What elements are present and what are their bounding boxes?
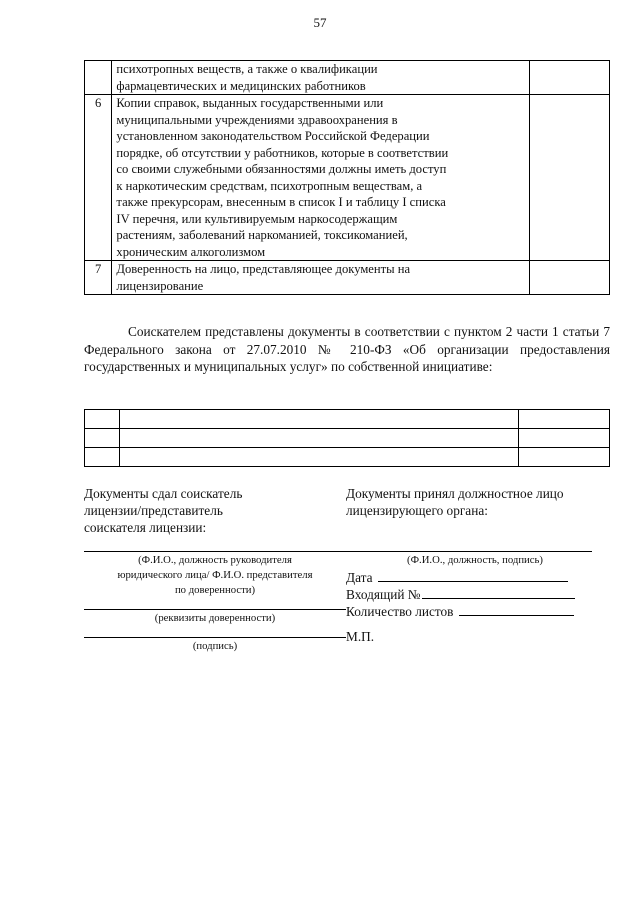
date-blank <box>378 569 568 582</box>
stamp-label: М.П. <box>346 629 375 644</box>
date-field <box>346 569 568 586</box>
text-line: к наркотическим средствам, психотропным веществам, а <box>116 178 423 193</box>
incoming-number-field <box>346 586 575 603</box>
text-line: хроническим алкоголизмом <box>116 244 266 259</box>
signature-line <box>84 637 346 638</box>
documents-table <box>84 60 610 295</box>
initiative-documents-table <box>84 409 610 467</box>
row-number <box>85 61 112 95</box>
submitter-name-caption: (Ф.И.О., должность руководителя юридического лица/ Ф.И.О. представителя по доверенности) <box>117 554 313 596</box>
text-line: фармацевтических и медицинских работников <box>116 78 366 93</box>
row-description <box>112 95 529 261</box>
name-signature-line <box>84 551 592 552</box>
table-row <box>85 95 610 261</box>
text-line: лицензирование <box>116 278 204 293</box>
text-line: также прекурсорам, внесенным в список I и таблицу I списка <box>116 195 446 209</box>
text-line: со своими служебными обязанностями должны иметь доступ <box>116 162 447 176</box>
heading-line: лицензирующего органа: <box>346 503 488 518</box>
table-row <box>85 448 610 467</box>
heading-line: лицензии/представитель <box>84 503 223 518</box>
sheets-count-field <box>346 603 574 620</box>
page-number: 57 <box>313 15 327 30</box>
incoming-number-label: Входящий № <box>346 587 421 602</box>
attorney-details-line <box>84 609 346 610</box>
initiative-paragraph: Соискателем представлены документы в соответствии с пунктом 2 части 1 статьи 7 Федерального закона от 27.07.2010 № 210-ФЗ «Об организации предоставления государственных и муниципальных услуг» по собственной инициативе: <box>84 324 610 374</box>
row-mark-cell <box>529 261 609 295</box>
text-line: психотропных веществ, а также о квалификации <box>116 62 378 76</box>
table-row <box>85 61 610 95</box>
row-number: 6 <box>85 95 112 261</box>
table-row <box>85 429 610 448</box>
text-line: Доверенность на лицо, представляющее документы на <box>116 262 411 276</box>
row-mark-cell <box>529 95 609 261</box>
heading-line: Документы сдал соискатель <box>84 486 243 501</box>
row-mark-cell <box>529 61 609 95</box>
receiver-name-caption: (Ф.И.О., должность, подпись) <box>407 554 543 566</box>
attorney-details-caption: (реквизиты доверенности) <box>154 612 276 624</box>
row-description <box>112 61 529 95</box>
text-line: Копии справок, выданных государственными или <box>116 96 384 110</box>
heading-line: Документы принял должностное лицо <box>346 486 564 501</box>
text-line: IV перечня, или культивируемым наркосодержащим <box>116 211 398 226</box>
text-line: порядке, об отсутствии у работников, которые в соответствии <box>116 145 449 160</box>
text-line: муниципальными учреждениями здравоохранения в <box>116 112 398 127</box>
row-number: 7 <box>85 261 112 295</box>
text-line: растениям, заболеваний наркоманией, токсикоманией, <box>116 228 408 242</box>
sheets-count-label: Количество листов <box>346 604 454 619</box>
heading-line: соискателя лицензии: <box>84 520 207 535</box>
sheets-count-blank <box>459 603 574 616</box>
incoming-number-blank <box>422 586 575 599</box>
table-row <box>85 410 610 429</box>
table-row <box>85 261 610 295</box>
row-description <box>112 261 529 295</box>
submitter-heading <box>84 485 324 536</box>
text-line: установленном законодательством Российской Федерации <box>116 129 430 143</box>
date-label: Дата <box>346 570 373 585</box>
receiver-heading <box>346 485 610 519</box>
signature-caption: (подпись) <box>192 640 238 652</box>
